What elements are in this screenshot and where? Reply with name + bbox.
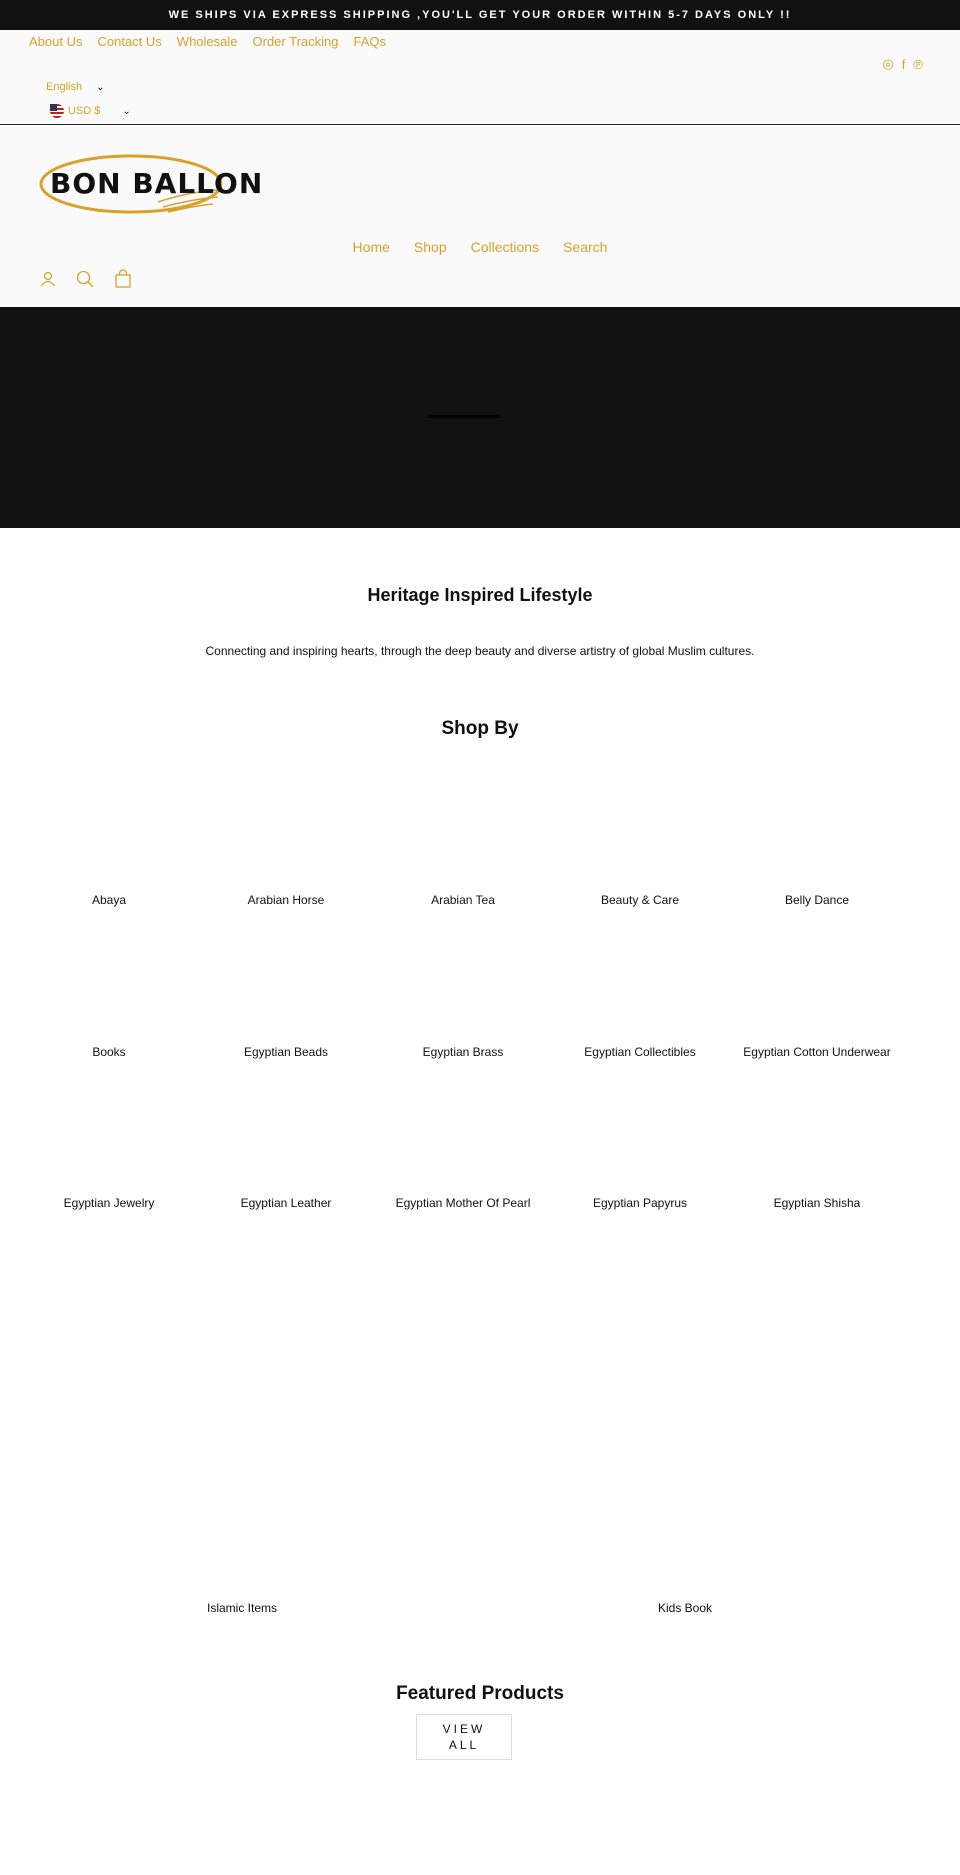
logo-text: BON BALLON xyxy=(50,167,264,200)
language-value: English xyxy=(46,81,83,93)
collection-item-belly-dance[interactable]: Belly Dance xyxy=(784,893,850,907)
cart-icon[interactable] xyxy=(114,270,132,293)
collection-item-kids-book[interactable]: Kids Book xyxy=(657,1601,713,1615)
nav-home[interactable]: Home xyxy=(352,239,390,255)
intro-text: Connecting and inspiring hearts, through the deep beauty and diverse artistry of global Muslim cultures. xyxy=(205,644,755,658)
pinterest-icon[interactable]: ℗ xyxy=(913,56,923,72)
intro-section xyxy=(0,528,960,658)
top-link-wholesale[interactable]: Wholesale xyxy=(176,34,238,49)
currency-value: USD $ xyxy=(68,105,101,117)
currency-selector[interactable] xyxy=(50,104,131,118)
language-selector[interactable] xyxy=(46,81,104,93)
site-header xyxy=(0,125,960,307)
logo[interactable] xyxy=(38,147,264,227)
collection-item-egyptian-cotton-underwear[interactable]: Egyptian Cotton Underwear xyxy=(743,1045,891,1059)
nav-search[interactable]: Search xyxy=(563,239,608,255)
collection-item-arabian-tea[interactable]: Arabian Tea xyxy=(431,893,495,907)
collection-item-egyptian-papyrus[interactable]: Egyptian Papyrus xyxy=(592,1196,688,1210)
collection-item-egyptian-beads[interactable]: Egyptian Beads xyxy=(243,1045,329,1059)
chevron-down-icon: ⌄ xyxy=(96,81,105,93)
collection-item-books[interactable]: Books xyxy=(92,1045,126,1059)
instagram-icon[interactable]: ◎ xyxy=(882,56,894,71)
us-flag-icon xyxy=(50,104,64,118)
account-icon[interactable] xyxy=(40,271,56,292)
intro-title: Heritage Inspired Lifestyle xyxy=(367,585,593,605)
top-links xyxy=(29,34,386,49)
collection-item-abaya[interactable]: Abaya xyxy=(91,893,127,907)
top-link-faqs[interactable]: FAQs xyxy=(353,34,386,49)
collection-item-egyptian-leather[interactable]: Egyptian Leather xyxy=(240,1196,332,1210)
collection-item-beauty-care[interactable]: Beauty & Care xyxy=(600,893,680,907)
chevron-down-icon: ⌄ xyxy=(122,105,131,117)
collection-item-egyptian-brass[interactable]: Egyptian Brass xyxy=(422,1045,504,1059)
collection-item-egyptian-jewelry[interactable]: Egyptian Jewelry xyxy=(63,1196,155,1210)
featured-heading: Featured Products xyxy=(396,1683,564,1704)
slideshow-indicator[interactable] xyxy=(428,415,500,418)
social-links xyxy=(882,56,923,72)
header-icons xyxy=(40,270,132,293)
top-link-contact-us[interactable]: Contact Us xyxy=(97,34,162,49)
collection-item-egyptian-shisha[interactable]: Egyptian Shisha xyxy=(773,1196,861,1210)
collection-item-egyptian-mother-of-pearl[interactable]: Egyptian Mother Of Pearl xyxy=(395,1196,531,1210)
view-all-button[interactable]: VIEW ALL xyxy=(416,1714,512,1760)
collection-item-arabian-horse[interactable]: Arabian Horse xyxy=(247,893,325,907)
shop-by-heading: Shop By xyxy=(441,718,519,739)
nav-shop[interactable]: Shop xyxy=(413,239,447,255)
facebook-icon[interactable]: f xyxy=(901,56,906,72)
top-link-order-tracking[interactable]: Order Tracking xyxy=(252,34,339,49)
hero-banner xyxy=(0,307,960,528)
logo-graphic xyxy=(38,147,264,227)
main-nav xyxy=(0,239,960,255)
collection-item-islamic-items[interactable]: Islamic Items xyxy=(206,1601,277,1615)
top-link-about-us[interactable]: About Us xyxy=(29,34,83,49)
nav-collections[interactable]: Collections xyxy=(470,239,540,255)
announcement-bar: WE SHIPS VIA EXPRESS SHIPPING ,YOU'LL GET YOUR ORDER WITHIN 5-7 DAYS ONLY !! xyxy=(0,0,960,30)
utility-bar xyxy=(0,30,960,125)
search-icon[interactable] xyxy=(76,270,94,293)
collection-item-egyptian-collectibles[interactable]: Egyptian Collectibles xyxy=(584,1045,696,1059)
